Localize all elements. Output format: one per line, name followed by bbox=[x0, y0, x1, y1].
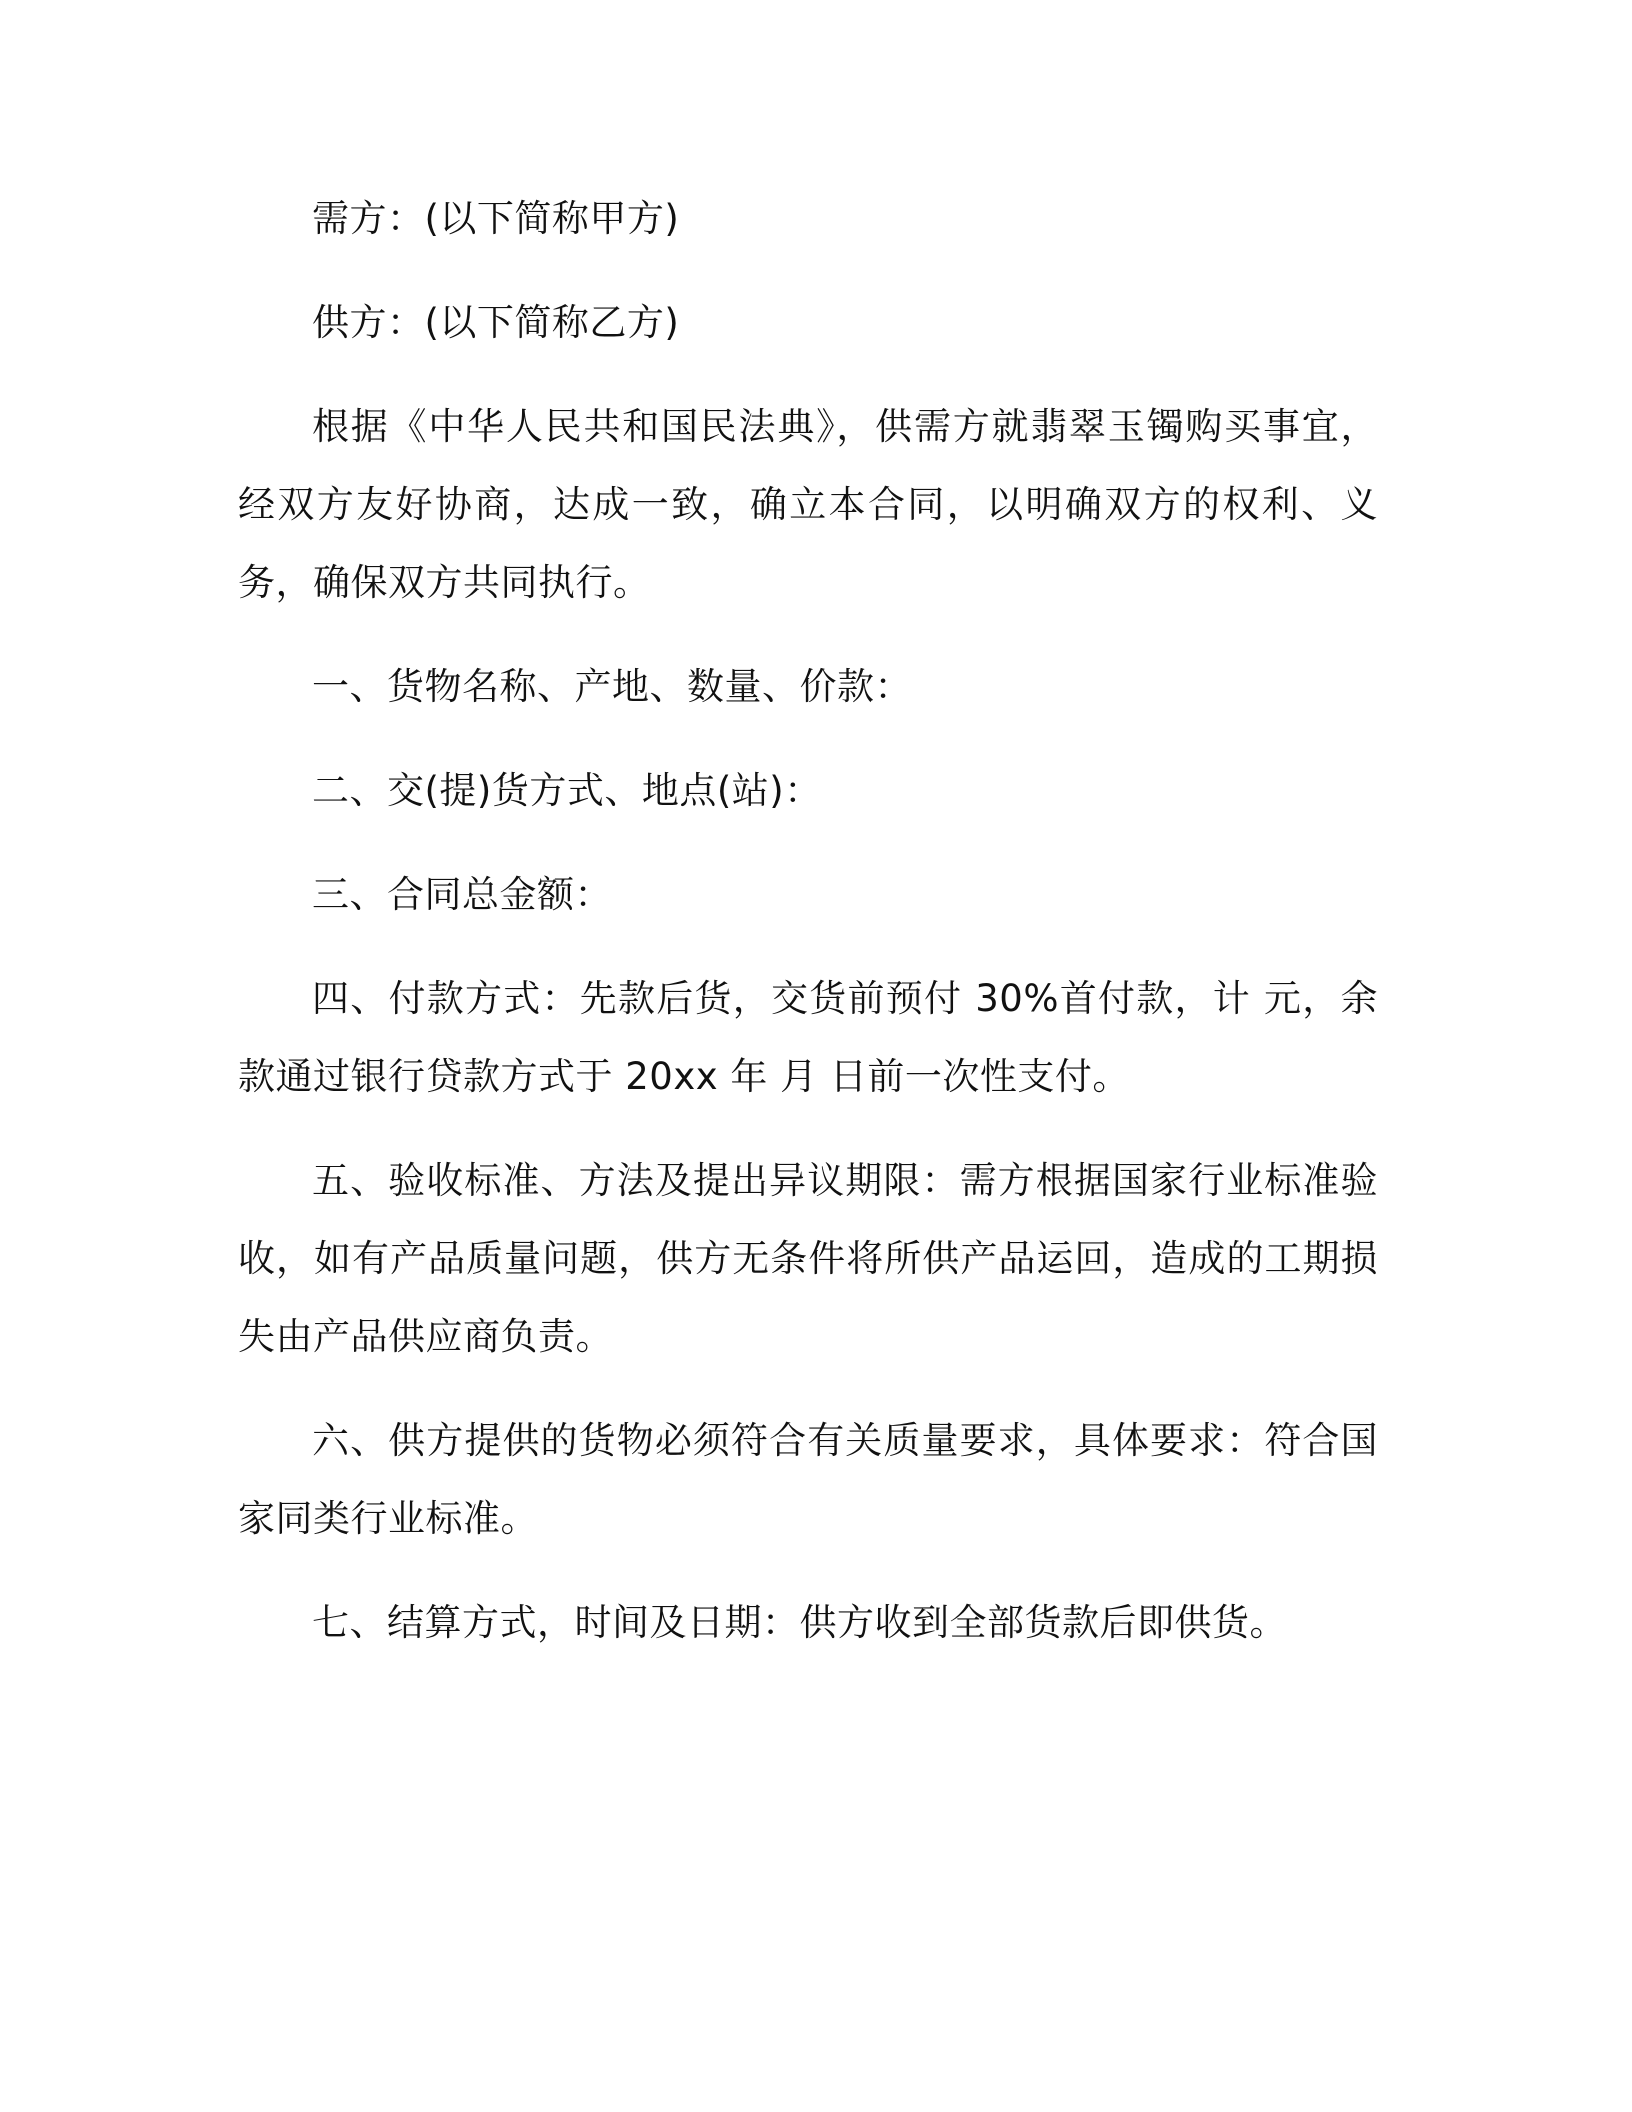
paragraph-supplier: 供方：(以下简称乙方) bbox=[312, 301, 680, 344]
paragraph-clause-3: 三、合同总金额： bbox=[312, 873, 612, 916]
paragraph-clause-2: 二、交(提)货方式、地点(站)： bbox=[312, 769, 822, 812]
document-body bbox=[238, 180, 1378, 1688]
paragraph-clause-5: 五、验收标准、方法及提出异议期限：需方根据国家行业标准验收，如有产品质量问题，供方无条件将所供产品运回，造成的工期损失由产品供应商负责。 bbox=[238, 1159, 1378, 1358]
paragraph-clause-6: 六、供方提供的货物必须符合有关质量要求，具体要求：符合国家同类行业标准。 bbox=[238, 1419, 1378, 1540]
paragraph-preamble: 根据《中华人民共和国民法典》，供需方就翡翠玉镯购买事宜，经双方友好协商，达成一致，确立本合同，以明确双方的权利、义务，确保双方共同执行。 bbox=[238, 405, 1378, 604]
paragraph-buyer: 需方：(以下简称甲方) bbox=[312, 197, 680, 240]
paragraph-clause-1: 一、货物名称、产地、数量、价款： bbox=[312, 665, 912, 708]
paragraph-clause-4: 四、付款方式：先款后货，交货前预付 30%首付款，计 元，余款通过银行贷款方式于 20xx 年 月 日前一次性支付。 bbox=[238, 977, 1378, 1098]
paragraph-clause-7: 七、结算方式，时间及日期：供方收到全部货款后即供货。 bbox=[312, 1601, 1287, 1644]
